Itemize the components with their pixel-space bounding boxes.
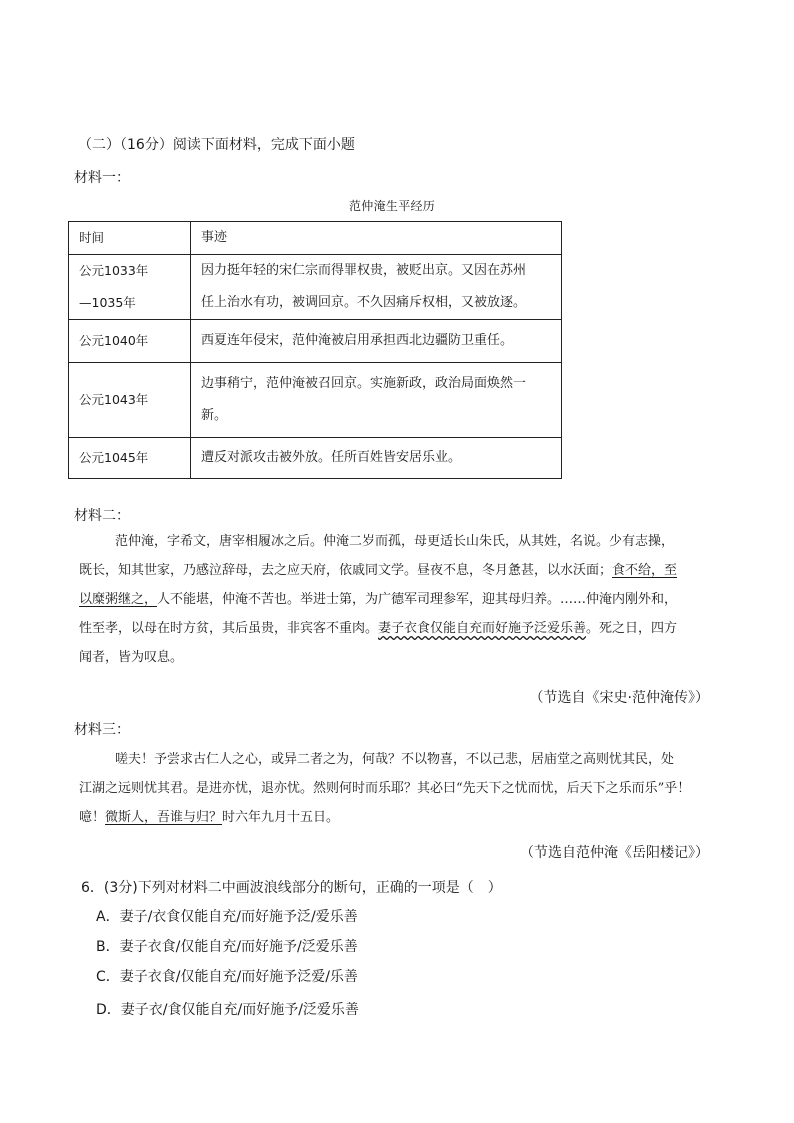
cell-line: 公元1045年 — [79, 450, 149, 465]
table-cell-time — [69, 320, 191, 363]
text-segment: 。死之日，四方 — [586, 621, 678, 636]
table-header-row — [69, 222, 562, 255]
text-segment: 时六年九月十五日。 — [222, 810, 340, 825]
cell-line: 公元1033年 — [79, 263, 149, 278]
table-cell-event — [191, 255, 562, 320]
table-cell-time — [69, 438, 191, 479]
underlined-segment: 以糜粥继之， — [79, 592, 158, 607]
text-segment: 既长，知其世家，乃感泣辞母，去之应天府，依戚同文学。昼夜不息，冬月惫甚，以水沃面； — [79, 563, 613, 578]
text-segment: 范仲淹，字希文，唐宰相履冰之后。仲淹二岁而孤，母更适长山朱氏，从其姓，名说。少有志操， — [115, 534, 675, 549]
material2-label: 材料二： — [74, 508, 130, 524]
table-row — [69, 363, 562, 438]
material2-source: （节选自《宋史·范仲淹传》） — [529, 690, 709, 706]
table-cell-time — [69, 255, 191, 320]
text-line — [79, 614, 719, 643]
biography-table — [68, 221, 562, 479]
text-line — [79, 527, 719, 556]
underlined-segment: 食不给，至 — [612, 563, 678, 578]
cell-line: 西夏连年侵宋，范仲淹被启用承担西北边疆防卫重任。 — [201, 333, 514, 348]
text-line — [79, 803, 719, 832]
table-row — [69, 320, 562, 363]
text-segment: 人不能堪，仲淹不苦也。举进士第，为广德军司理参军，迎其母归养。……仲淹内刚外和， — [157, 592, 678, 607]
wavy-underlined-segment: 妻子衣食仅能自充而好施予泛爱乐善 — [378, 621, 587, 636]
table-header-time: 时间 — [69, 222, 191, 255]
material2-text — [79, 527, 719, 672]
text-line — [79, 745, 719, 774]
cell-line: 任上治水有功，被调回京。不久因痛斥权相，又被放逐。 — [201, 295, 527, 310]
option-c[interactable]: C．妻子衣食/仅能自充/而好施予泛爱/乐善 — [96, 969, 358, 985]
table-row — [69, 438, 562, 479]
cell-line: 公元1040年 — [79, 333, 149, 348]
option-d[interactable]: D．妻子衣/食仅能自充/而好施予/泛爱乐善 — [96, 1002, 359, 1018]
text-segment: 江湖之远则忧其君。是进亦忧，退亦忧。然则何时而乐耶？其必曰“先天下之忧而忧，后天下之乐而乐”乎！ — [79, 781, 691, 796]
text-line — [79, 643, 719, 672]
cell-line: 边事稍宁，范仲淹被召回京。实施新政，政治局面焕然一 — [201, 376, 527, 391]
cell-line: 因力挺年轻的宋仁宗而得罪权贵，被贬出京。又因在苏州 — [201, 263, 527, 278]
text-line — [79, 556, 719, 585]
cell-line: 新。 — [201, 408, 228, 423]
table-row — [69, 255, 562, 320]
section-heading: （二）（16分）阅读下面材料，完成下面小题 — [78, 137, 355, 153]
table-cell-event — [191, 320, 562, 363]
text-line — [79, 774, 719, 803]
option-b[interactable]: B．妻子衣食/仅能自充/而好施予/泛爱乐善 — [96, 939, 358, 955]
cell-line: —1035年 — [79, 295, 136, 310]
text-segment: 噫！ — [79, 810, 106, 825]
material3-source: （节选自范仲淹《岳阳楼记》） — [520, 845, 709, 861]
underlined-segment: 微斯人，吾谁与归？ — [105, 810, 223, 825]
table-caption: 范仲淹生平经历 — [349, 199, 436, 213]
text-segment: 嗟夫！予尝求古仁人之心，或异二者之为，何哉？不以物喜，不以己悲，居庙堂之高则忧其民，处 — [115, 752, 675, 767]
text-segment: 性至孝，以母在时方贫，其后虽贵，非宾客不重肉。 — [79, 621, 379, 636]
cell-line: 公元1043年 — [79, 392, 149, 407]
option-a[interactable]: A．妻子/衣食仅能自充/而好施予泛/爱乐善 — [96, 909, 358, 925]
table-cell-event — [191, 438, 562, 479]
material3-label: 材料三： — [74, 722, 130, 738]
material1-label: 材料一： — [74, 170, 130, 186]
question-stem: 6．(3分)下列对材料二中画波浪线部分的断句，正确的一项是（ ） — [81, 880, 502, 896]
text-line — [79, 585, 719, 614]
text-segment: 闻者，皆为叹息。 — [79, 650, 184, 665]
cell-line: 遭反对派攻击被外放。任所百姓皆安居乐业。 — [201, 450, 462, 465]
table-header-event: 事迹 — [191, 222, 562, 255]
material3-text — [79, 745, 719, 832]
table-cell-time — [69, 363, 191, 438]
table-cell-event — [191, 363, 562, 438]
